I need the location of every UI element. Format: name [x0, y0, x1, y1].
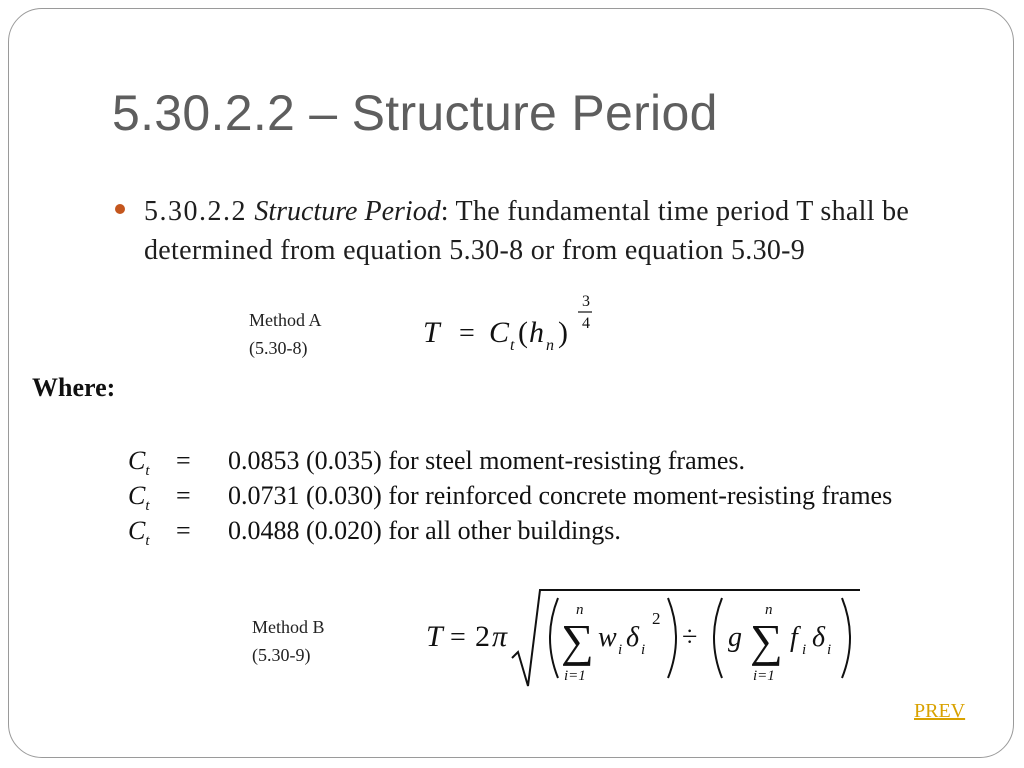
right-paren-1 [668, 598, 676, 678]
formula-b-w: w [598, 622, 617, 653]
right-paren-2 [842, 598, 850, 678]
method-a-label [249, 306, 322, 362]
formula-b-f: f [790, 622, 798, 653]
formula-b-equals: = [450, 622, 466, 653]
coefficient-symbol: $C_t$ [128, 516, 150, 550]
coefficient-description: 0.0731 (0.030) for reinforced concrete moment-resisting frames [228, 481, 893, 510]
formula-b-two: 2 [475, 620, 490, 653]
where-heading: Where: [32, 373, 116, 402]
section-name: Structure Period [254, 196, 441, 227]
formula-b-g: g [728, 622, 742, 653]
formula-b-divide: ÷ [682, 622, 698, 653]
formula-b-lhs: T [426, 620, 443, 653]
formula-b-delta-1: δ [626, 622, 640, 653]
sum-1-bottom: i=1 [564, 668, 586, 684]
left-paren-1 [550, 598, 558, 678]
coefficient-equals: = [176, 516, 191, 545]
section-code: 5.30.2.2 [144, 196, 247, 227]
formula-b-delta-2: δ [812, 622, 826, 653]
formula-a-equals: = [459, 318, 475, 349]
formula-b-w-sub: i [618, 642, 623, 658]
sigma-icon: ∑ [750, 615, 783, 666]
formula-b-f-sub: i [802, 642, 807, 658]
formula-method-b [420, 586, 870, 690]
formula-a-exponent-den: 4 [582, 315, 590, 332]
coefficient-equals: = [176, 481, 191, 510]
left-paren-2 [714, 598, 722, 678]
formula-a-rparen: ) [558, 316, 568, 349]
bullet-body: : The fundamental time period T shall be determined from equation 5.30-8 or from equation 5.30-9 [144, 196, 910, 266]
formula-a-c: C [489, 316, 510, 349]
formula-method-a [415, 286, 615, 366]
sum-2-top: n [765, 602, 773, 618]
bullet-icon [115, 204, 125, 214]
formula-a-lparen: ( [518, 316, 528, 349]
method-a-equation-number: (5.30-8) [249, 338, 308, 358]
slide-title: 5.30.2.2 – Structure Period [112, 85, 718, 141]
prev-link[interactable]: PREV [914, 700, 966, 722]
method-a-name: Method A [249, 310, 322, 330]
formula-a-h-sub: n [546, 337, 554, 354]
method-b-name: Method B [252, 617, 325, 637]
formula-b-pi: π [492, 620, 508, 653]
method-b-equation-number: (5.30-9) [252, 645, 311, 665]
method-b-label [252, 613, 325, 669]
formula-a-lhs: T [423, 316, 440, 349]
formula-a-h: h [529, 316, 544, 349]
formula-b-power: 2 [652, 609, 661, 628]
coefficient-symbol: $C_t$ [128, 446, 150, 480]
formula-a-c-sub: t [510, 337, 515, 354]
sum-1-top: n [576, 602, 584, 618]
sum-2-bottom: i=1 [753, 668, 775, 684]
coefficient-equals: = [176, 446, 191, 475]
coefficient-description: 0.0488 (0.020) for all other buildings. [228, 516, 621, 545]
coefficient-description: 0.0853 (0.035) for steel moment-resisting frames. [228, 446, 745, 475]
bullet-paragraph [144, 192, 1004, 270]
formula-a-exponent-num: 3 [582, 293, 590, 310]
sigma-icon: ∑ [561, 615, 594, 666]
formula-b-delta-1-sub: i [641, 642, 646, 658]
coefficient-symbol: $C_t$ [128, 481, 150, 515]
formula-b-delta-2-sub: i [827, 642, 832, 658]
